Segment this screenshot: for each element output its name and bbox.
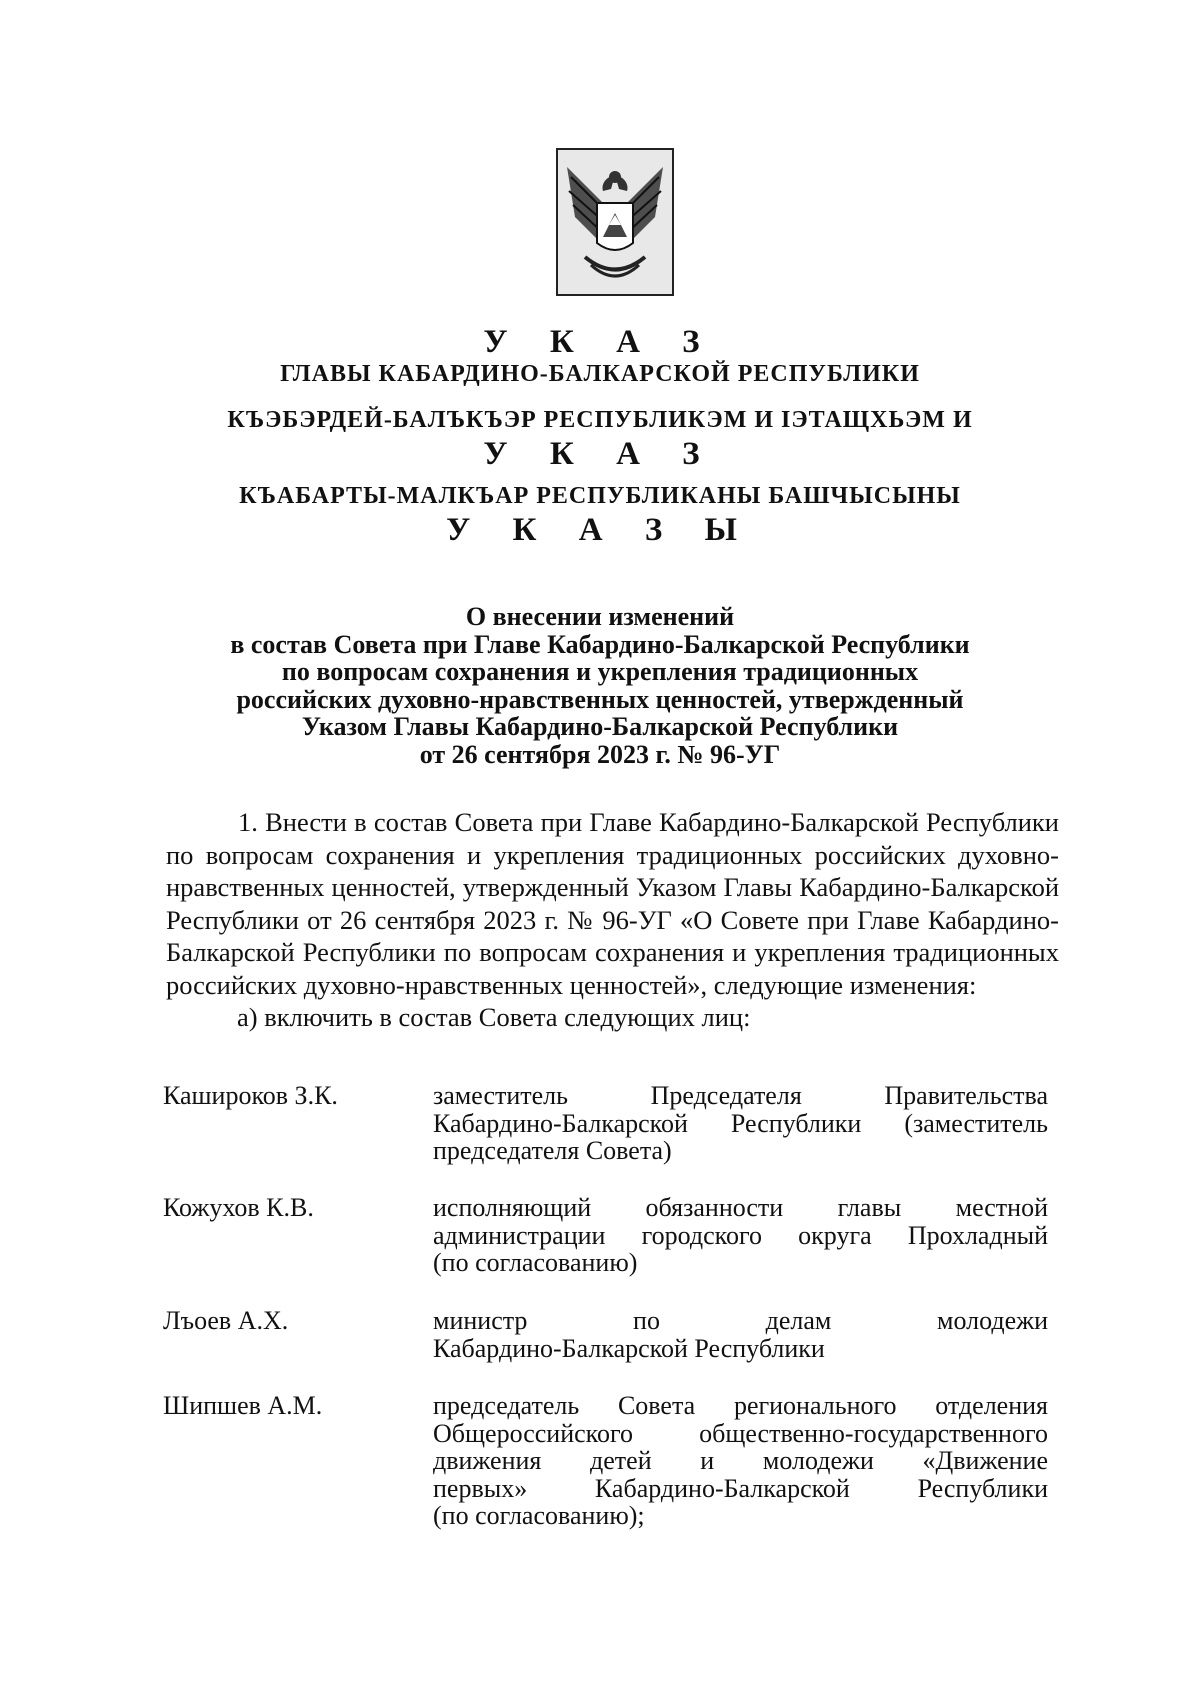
- member-name: Кожухов К.В.: [163, 1193, 314, 1222]
- members-list: [163, 1082, 1048, 1530]
- role-line: исполняющий обязанности главы местной: [433, 1193, 1048, 1222]
- member-name: Лъоев А.Х.: [163, 1306, 289, 1335]
- list-item: [163, 1307, 1048, 1392]
- role-line: (по согласованию);: [433, 1501, 645, 1530]
- coat-of-arms-icon: [555, 147, 675, 297]
- role-line: председателя Совета): [433, 1136, 672, 1165]
- member-role: [433, 1307, 1048, 1362]
- title-line: О внесении изменений: [465, 602, 735, 631]
- decree-heading-krc: У К А З Ы: [446, 512, 754, 548]
- head-title-krc: КЪАБАРТЫ-МАЛКЪАР РЕСПУБЛИКАНЫ БАШЧЫСЫНЫ: [239, 483, 961, 509]
- list-item: [163, 1082, 1048, 1194]
- role-line: председатель Совета регионального отделения: [433, 1391, 1048, 1420]
- role-line: министр по делам молодежи: [433, 1306, 1048, 1335]
- decree-title: [150, 603, 1050, 768]
- role-line: движения детей и молодежи «Движение: [433, 1446, 1048, 1475]
- list-item: [163, 1392, 1048, 1530]
- member-role: [433, 1392, 1048, 1530]
- paragraph-1: 1. Внести в состав Совета при Главе Кабардино-Балкарской Республики по вопросам сохранения и укрепления традиционных российских духовно-нравственных ценностей, утвержденный Указом Главы Кабардино-Балкарской Республики от 26 сентября 2023 г. № 96-УГ «О Совете при Главе Кабардино-Балкарской Республики по вопросам сохранения и укрепления традиционных российских духовно-нравственных ценностей», следующие изменения:: [166, 807, 1059, 1000]
- title-line: от 26 сентября 2023 г. № 96-УГ: [419, 739, 781, 769]
- head-title-ru: ГЛАВЫ КАБАРДИНО-БАЛКАРСКОЙ РЕСПУБЛИКИ: [280, 361, 920, 387]
- title-line: российских духовно-нравственных ценностей, утвержденный: [236, 684, 964, 714]
- role-line: администрации городского округа Прохладный: [433, 1220, 1048, 1250]
- role-line: Кабардино-Балкарской Республики: [433, 1333, 825, 1363]
- list-item: [163, 1194, 1048, 1307]
- role-line: первых» Кабардино-Балкарской Республики: [433, 1473, 1048, 1503]
- title-line: в состав Совета при Главе Кабардино-Балкарской Республики: [230, 629, 970, 659]
- decree-heading-kbd: У К А З: [483, 436, 717, 472]
- role-line: заместитель Председателя Правительства: [433, 1081, 1048, 1110]
- role-line: (по согласованию): [433, 1248, 638, 1277]
- role-line: Общероссийского общественно-государственного: [433, 1418, 1048, 1448]
- member-name: Кашироков З.К.: [163, 1081, 338, 1110]
- head-title-kbd: КЪЭБЭРДЕЙ-БАЛЪКЪЭР РЕСПУБЛИКЭМ И IЭТАЩХЬЭМ И: [227, 407, 973, 433]
- subparagraph-a: а) включить в состав Совета следующих лиц:: [237, 1002, 751, 1032]
- decree-heading-ru: У К А З: [483, 324, 717, 360]
- title-line: Указом Главы Кабардино-Балкарской Республики: [301, 712, 899, 741]
- member-role: [433, 1082, 1048, 1165]
- decree-body: [166, 806, 1059, 1034]
- member-role: [433, 1194, 1048, 1277]
- member-name: Шипшев А.М.: [163, 1391, 323, 1420]
- title-line: по вопросам сохранения и укрепления традиционных: [281, 657, 919, 686]
- role-line: Кабардино-Балкарской Республики (заместитель: [433, 1108, 1048, 1138]
